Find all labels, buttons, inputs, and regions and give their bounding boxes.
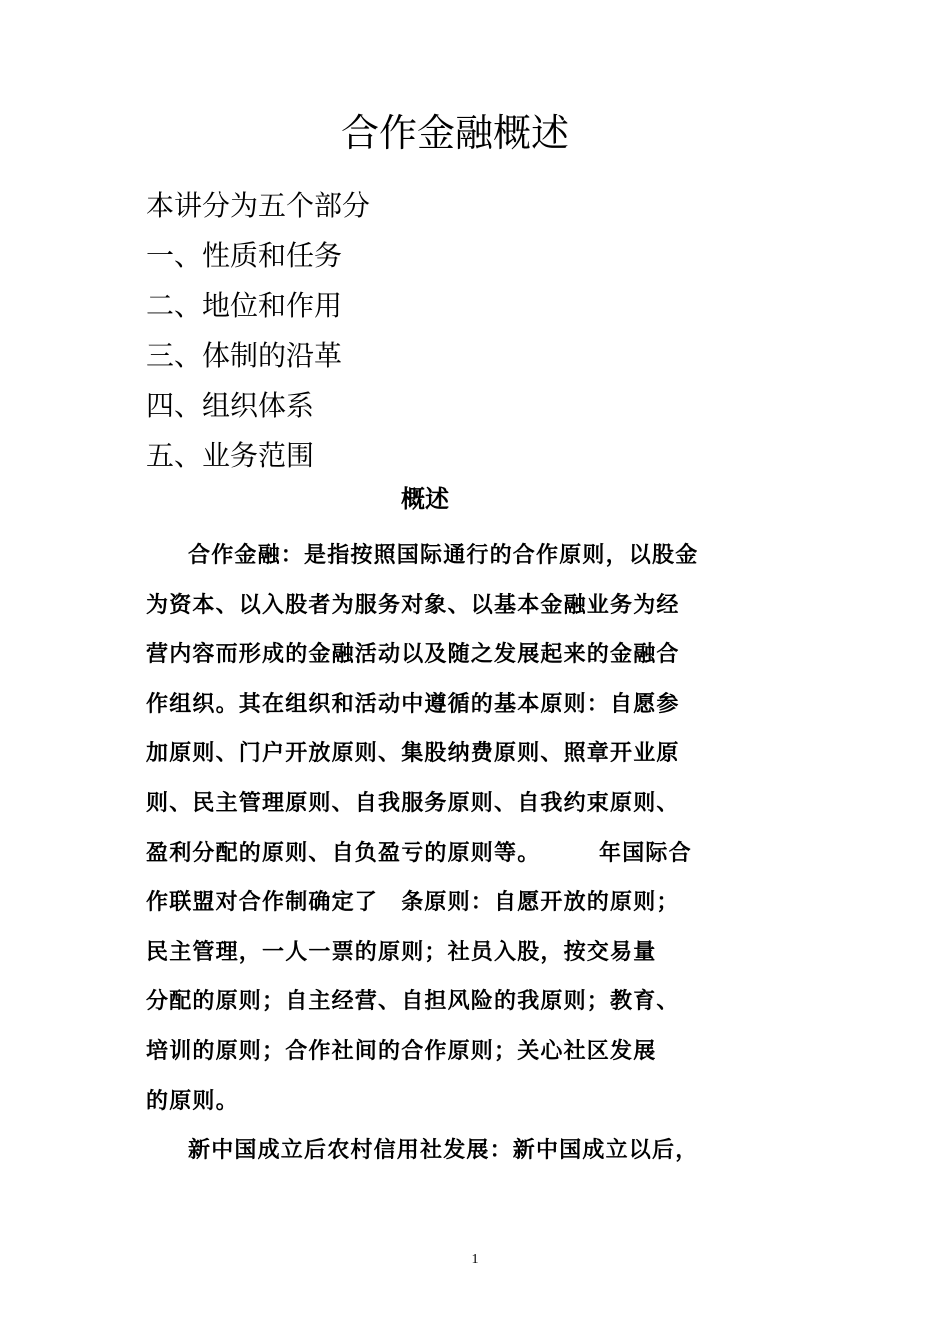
- section-heading: 概述: [401, 484, 449, 513]
- page-title: 合作金融概述: [340, 111, 569, 155]
- outline-list: [146, 181, 370, 481]
- paragraph-line: 为资本、以入股者为服务对象、以基本金融业务为经: [146, 591, 680, 618]
- paragraph-line: 加原则、门户开放原则、集股纳费原则、照章开业原: [146, 740, 680, 767]
- paragraph-line: 则、民主管理原则、自我服务原则、自我约束原则、: [146, 789, 680, 816]
- outline-item: 五、业务范围: [146, 439, 315, 472]
- paragraph-line: 作联盟对合作制确定了 条原则：自愿开放的原则；: [146, 889, 680, 916]
- paragraph-line: 分配的原则；自主经营、自担风险的我原则；教育、: [146, 988, 680, 1015]
- page-number: 1: [471, 1252, 479, 1267]
- paragraph-line: 民主管理，一人一票的原则；社员入股，按交易量: [146, 938, 657, 965]
- paragraph-line: 盈利分配的原则、自负盈亏的原则等。 年国际合: [146, 839, 692, 866]
- paragraph-line: 的原则。: [146, 1087, 239, 1114]
- outline-item: 四、组织体系: [146, 389, 315, 422]
- paragraph-line: 营内容而形成的金融活动以及随之发展起来的金融合: [146, 641, 680, 668]
- paragraph-line: 作组织。其在组织和活动中遵循的基本原则：自愿参: [146, 690, 680, 717]
- paragraph-line: 新中国成立后农村信用社发展：新中国成立以后，: [188, 1137, 699, 1164]
- paragraph-line: 合作金融：是指按照国际通行的合作原则，以股金: [188, 542, 699, 568]
- outline-item: 二、地位和作用: [146, 289, 343, 322]
- outline-item: 三、体制的沿革: [146, 339, 343, 372]
- paragraph-line: 培训的原则；合作社间的合作原则；关心社区发展: [146, 1037, 657, 1064]
- outline-item: 一、性质和任务: [146, 239, 343, 272]
- outline-item: 本讲分为五个部分: [146, 189, 371, 222]
- body-text: [146, 531, 836, 1176]
